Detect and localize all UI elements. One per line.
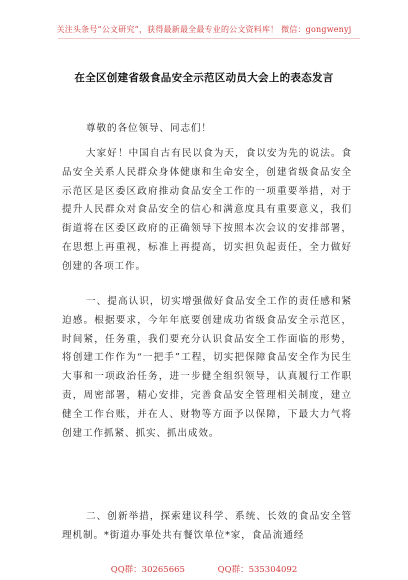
header-notice: 关注头条号“公文研究”，获得最新最全最专业的公文资料库！ 微信：gongwenyj — [56, 25, 352, 34]
salutation: 尊敬的各位领导、同志们！ — [86, 123, 212, 134]
qq-group-1: QQ群：30265665 — [110, 565, 185, 575]
paragraph-3: 二、创新举措，探索建议科学、系统、长效的食品安全管理机制。*街道办事处共有餐饮单位*家，食品流通经 — [62, 511, 352, 541]
paragraph-2: 一、提高认识，切实增强做好食品安全工作的责任感和紧迫感。根据要求，今年年底要创建成功省级食品安全示范区，时间紧，任务重，我们要充分认识食品安全工作面临的形势，将创建工作作为“一把手”工程，切实把保障食品安全作为民生大事和一项政治任务，进一步健全组织领导，认真履行工作职责，周密部署，精心安排，完善食品安全管理相关制度，建立健全工作台账，并在人、财物等方面予以保障，下最大力气将创建工作抓紧、抓实、抓出成效。 — [62, 296, 352, 439]
qq-group-2: QQ群：535304092 — [217, 565, 298, 575]
footer-contact — [0, 563, 408, 575]
header-divider — [58, 38, 360, 39]
document-title: 在全区创建省级食品安全示范区动员大会上的表态发言 — [74, 72, 334, 84]
paragraph-1: 大家好！中国自古有民以食为天，食以安为先的说法。食品安全关系人民群众身体健康和生命安全，创建省级食品安全示范区是区委区政府推动食品安全工作的一项重要举措，对于提升人民群众对食品安全的信心和满意度具有重要意义，我们街道将在区委区政府的正确领导下按照本次会议的安排部署，在思想上再重视，标准上再提高，切实担负起责任，全力做好创建的各项工作。 — [62, 148, 352, 272]
